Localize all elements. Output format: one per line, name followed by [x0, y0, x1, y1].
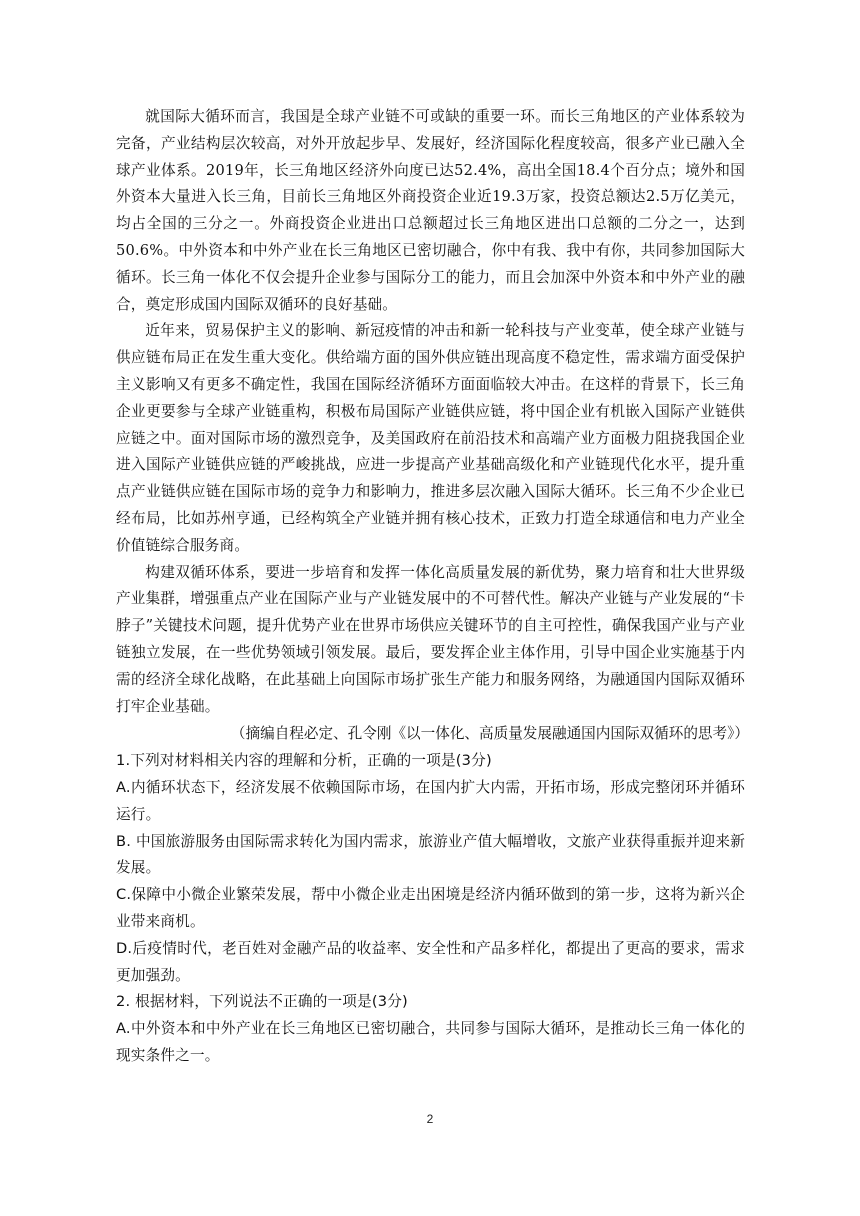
question-1-option-c: C.保障中小微企业繁荣发展，帮中小微企业走出困境是经济内循环做到的第一步，这将为新兴企业带来商机。: [116, 886, 745, 930]
question-1-option-a: A.内循环状态下，经济发展不依赖国际市场，在国内扩大内需，开拓市场，形成完整闭环并循环运行。: [116, 778, 745, 823]
article-source: （摘编自程必定、孔令刚《以一体化、高质量发展融通国内国际双循环的思考》）: [230, 725, 749, 743]
question-2-title: 2. 根据材料，下列说法不正确的一项是(3分): [116, 993, 408, 1011]
question-1-option-b: B. 中国旅游服务由国际需求转化为国内需求，旅游业产值大幅增收，文旅产业获得重振并迎来新发展。: [116, 832, 745, 877]
article-paragraph-1: 就国际大循环而言，我国是全球产业链不可或缺的重要一环。而长三角地区的产业体系较为完备，产业结构层次较高，对外开放起步早、发展好，经济国际化程度较高，很多产业已融入全球产业体系。2019年，长三角地区经济外向度已达52.4%，高出全国18.4个百分点；境外和国外资本大量进入长三角，目前长三角地区外商投资企业近19.3万家，投资总额达2.5万亿美元，均占全国的三分之一。外商投资企业进出口总额超过长三角地区进出口总额的二分之一，达到50.6%。中外资本和中外产业在长三角地区已密切融合，你中有我、我中有你，共同参加国际大循环。长三角一体化不仅会提升企业参与国际分工的能力，而且会加深中外资本和中外产业的融合，奠定形成国内国际双循环的良好基础。: [116, 108, 745, 313]
page-number: 2: [426, 1112, 434, 1126]
page-content: [116, 104, 749, 1070]
question-1-option-d: D.后疫情时代，老百姓对金融产品的收益率、安全性和产品多样化，都提出了更高的要求，需求更加强劲。: [116, 939, 745, 984]
article-paragraph-3: 构建双循环体系，要进一步培育和发挥一体化高质量发展的新优势，聚力培育和壮大世界级产业集群，增强重点产业在国际产业与产业链发展中的不可替代性。解决产业链与产业发展的“卡脖子”关键技术问题，提升优势产业在世界市场供应关键环节的自主可控性，确保我国产业与产业链独立发展，在一些优势领域引领发展。最后，要发挥企业主体作用，引导中国企业实施基于内需的经济全球化战略，在此基础上向国际市场扩张生产能力和服务网络，为融通国内国际双循环打牢企业基础。: [116, 563, 746, 715]
question-2-option-a: A.中外资本和中外产业在长三角地区已密切融合，共同参与国际大循环，是推动长三角一体化的现实条件之一。: [116, 1020, 745, 1064]
article-paragraph-2: 近年来，贸易保护主义的影响、新冠疫情的冲击和新一轮科技与产业变革，使全球产业链与供应链布局正在发生重大变化。供给端方面的国外供应链出现高度不稳定性，需求端方面受保护主义影响又有更多不确定性，我国在国际经济循环方面面临较大冲击。在这样的背景下，长三角企业更要参与全球产业链重构，积极布局国际产业链供应链，将中国企业有机嵌入国际产业链供应链之中。面对国际市场的激烈竞争，及美国政府在前沿技术和高端产业方面极力阻挠我国企业进入国际产业链供应链的严峻挑战，应进一步提高产业基础高级化和产业链现代化水平，提升重点产业链供应链在国际市场的竞争力和影响力，推进多层次融入国际大循环。长三角不少企业已经布局，比如苏州亨通，已经构筑全产业链并拥有核心技术，正致力打造全球通信和电力产业全价值链综合服务商。: [116, 322, 745, 554]
question-1-title: 1.下列对材料相关内容的理解和分析，正确的一项是(3分): [116, 752, 492, 770]
